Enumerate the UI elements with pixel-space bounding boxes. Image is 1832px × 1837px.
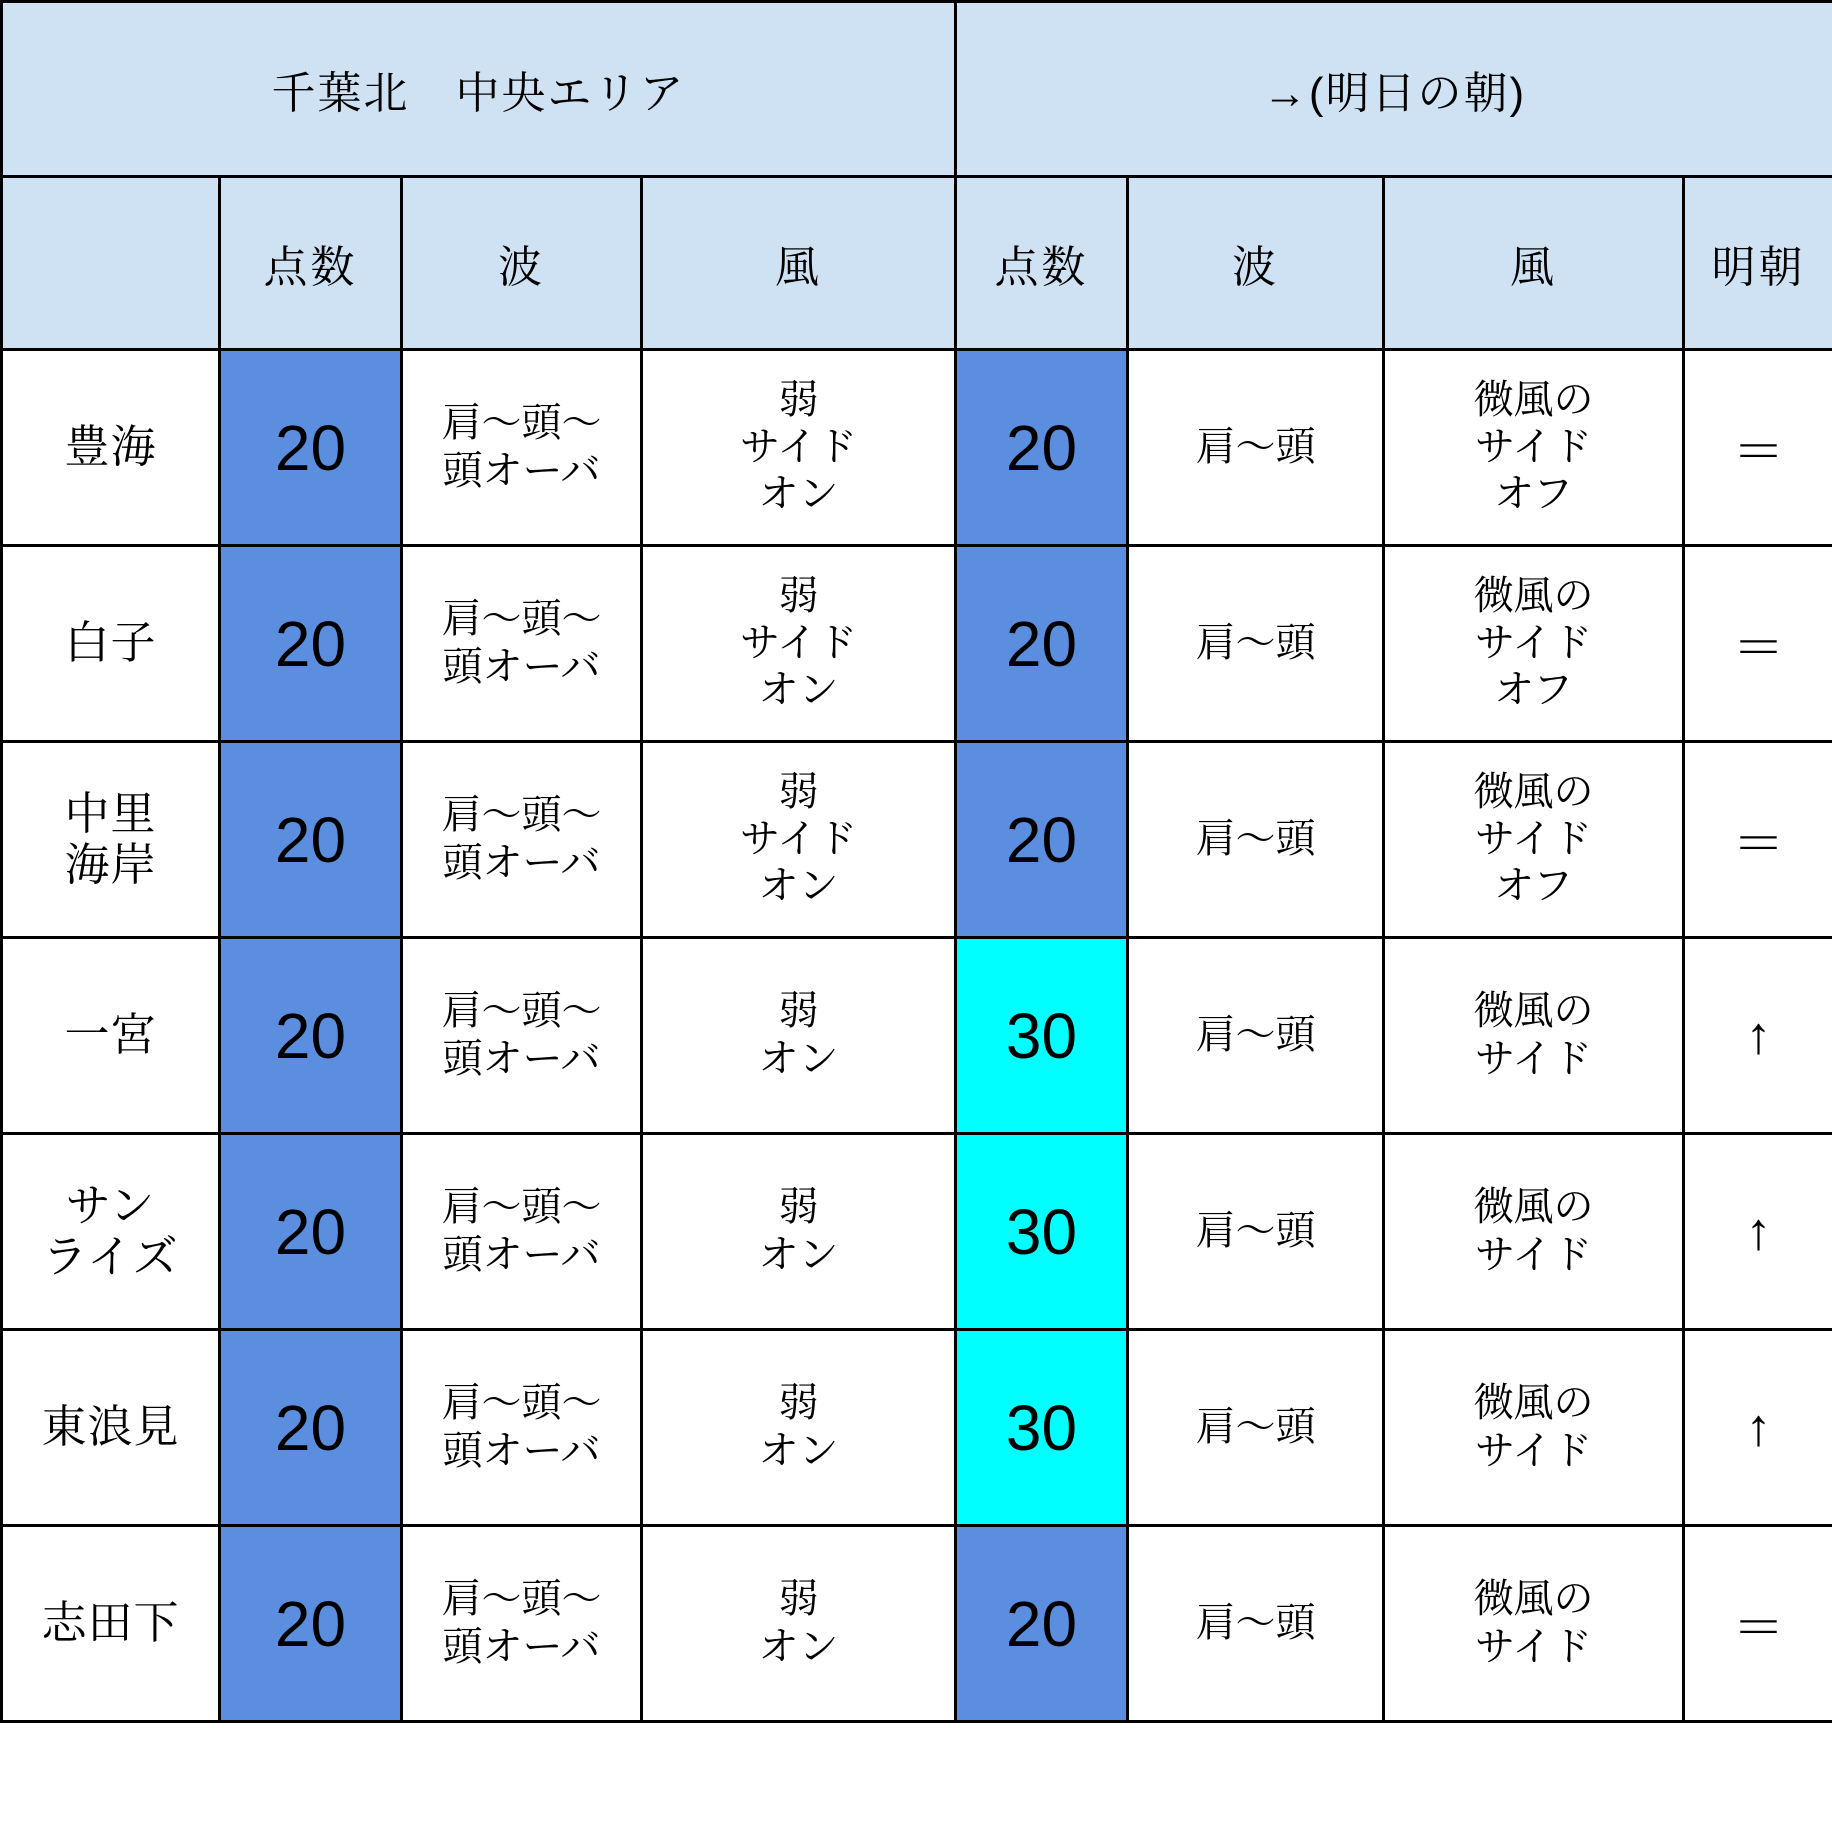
today-wave: 肩〜頭〜 頭オーバ: [402, 546, 642, 742]
spot-name: 志田下: [2, 1526, 220, 1722]
tomorrow-wave: 肩〜頭: [1128, 546, 1384, 742]
today-score: 20: [220, 1330, 402, 1526]
column-header-tomorrow-score: 点数: [956, 177, 1128, 350]
today-wave: 肩〜頭〜 頭オーバ: [402, 350, 642, 546]
spot-name: 東浪見: [2, 1330, 220, 1526]
today-wind: 弱 サイド オン: [642, 350, 956, 546]
trend-indicator-icon: ↑: [1684, 1330, 1832, 1526]
tomorrow-wind: 微風の サイド: [1384, 1134, 1684, 1330]
trend-indicator-icon: ＝: [1684, 546, 1832, 742]
spot-name: 中里 海岸: [2, 742, 220, 938]
trend-indicator-icon: ↑: [1684, 938, 1832, 1134]
column-header-today-wind: 風: [642, 177, 956, 350]
tomorrow-score: 20: [956, 546, 1128, 742]
trend-indicator-icon: ＝: [1684, 350, 1832, 546]
table-row: [2, 938, 1832, 1134]
column-header-trend: 明朝: [1684, 177, 1832, 350]
tomorrow-wave: 肩〜頭: [1128, 1134, 1384, 1330]
today-wave: 肩〜頭〜 頭オーバ: [402, 1134, 642, 1330]
column-header-tomorrow-wave: 波: [1128, 177, 1384, 350]
table-row: [2, 1330, 1832, 1526]
today-score: 20: [220, 1134, 402, 1330]
today-score: 20: [220, 350, 402, 546]
tomorrow-score: 20: [956, 742, 1128, 938]
table-group-header-row: [2, 2, 1832, 177]
tomorrow-wave: 肩〜頭: [1128, 1526, 1384, 1722]
spot-name: 豊海: [2, 350, 220, 546]
tomorrow-score: 20: [956, 1526, 1128, 1722]
spot-name: サン ライズ: [2, 1134, 220, 1330]
today-wind: 弱 オン: [642, 1526, 956, 1722]
column-header-today-score: 点数: [220, 177, 402, 350]
area-title: 千葉北 中央エリア: [2, 2, 956, 177]
column-header-today-wave: 波: [402, 177, 642, 350]
tomorrow-wind: 微風の サイド オフ: [1384, 546, 1684, 742]
today-wind: 弱 サイド オン: [642, 742, 956, 938]
column-header-tomorrow-wind: 風: [1384, 177, 1684, 350]
table-row: [2, 350, 1832, 546]
table-row: [2, 1526, 1832, 1722]
table-row: [2, 1134, 1832, 1330]
tomorrow-wave: 肩〜頭: [1128, 742, 1384, 938]
trend-indicator-icon: ↑: [1684, 1134, 1832, 1330]
today-wind: 弱 サイド オン: [642, 546, 956, 742]
tomorrow-wind: 微風の サイド オフ: [1384, 742, 1684, 938]
tomorrow-score: 20: [956, 350, 1128, 546]
tomorrow-title: →(明日の朝): [956, 2, 1832, 177]
tomorrow-wind: 微風の サイド: [1384, 1526, 1684, 1722]
tomorrow-score: 30: [956, 1330, 1128, 1526]
table-row: [2, 742, 1832, 938]
tomorrow-wave: 肩〜頭: [1128, 350, 1384, 546]
spot-name: 一宮: [2, 938, 220, 1134]
tomorrow-wind: 微風の サイド: [1384, 1330, 1684, 1526]
today-score: 20: [220, 938, 402, 1134]
trend-indicator-icon: ＝: [1684, 742, 1832, 938]
today-wind: 弱 オン: [642, 938, 956, 1134]
today-wind: 弱 オン: [642, 1134, 956, 1330]
today-wave: 肩〜頭〜 頭オーバ: [402, 742, 642, 938]
tomorrow-wave: 肩〜頭: [1128, 938, 1384, 1134]
tomorrow-wind: 微風の サイド オフ: [1384, 350, 1684, 546]
today-wave: 肩〜頭〜 頭オーバ: [402, 1526, 642, 1722]
tomorrow-score: 30: [956, 1134, 1128, 1330]
tomorrow-wind: 微風の サイド: [1384, 938, 1684, 1134]
tomorrow-wave: 肩〜頭: [1128, 1330, 1384, 1526]
today-wave: 肩〜頭〜 頭オーバ: [402, 938, 642, 1134]
trend-indicator-icon: ＝: [1684, 1526, 1832, 1722]
today-score: 20: [220, 742, 402, 938]
table-column-header-row: [2, 177, 1832, 350]
tomorrow-score: 30: [956, 938, 1128, 1134]
table-row: [2, 546, 1832, 742]
table-body: [2, 350, 1832, 1722]
today-score: 20: [220, 1526, 402, 1722]
spot-name: 白子: [2, 546, 220, 742]
column-header-spot: [2, 177, 220, 350]
today-wind: 弱 オン: [642, 1330, 956, 1526]
today-wave: 肩〜頭〜 頭オーバ: [402, 1330, 642, 1526]
today-score: 20: [220, 546, 402, 742]
